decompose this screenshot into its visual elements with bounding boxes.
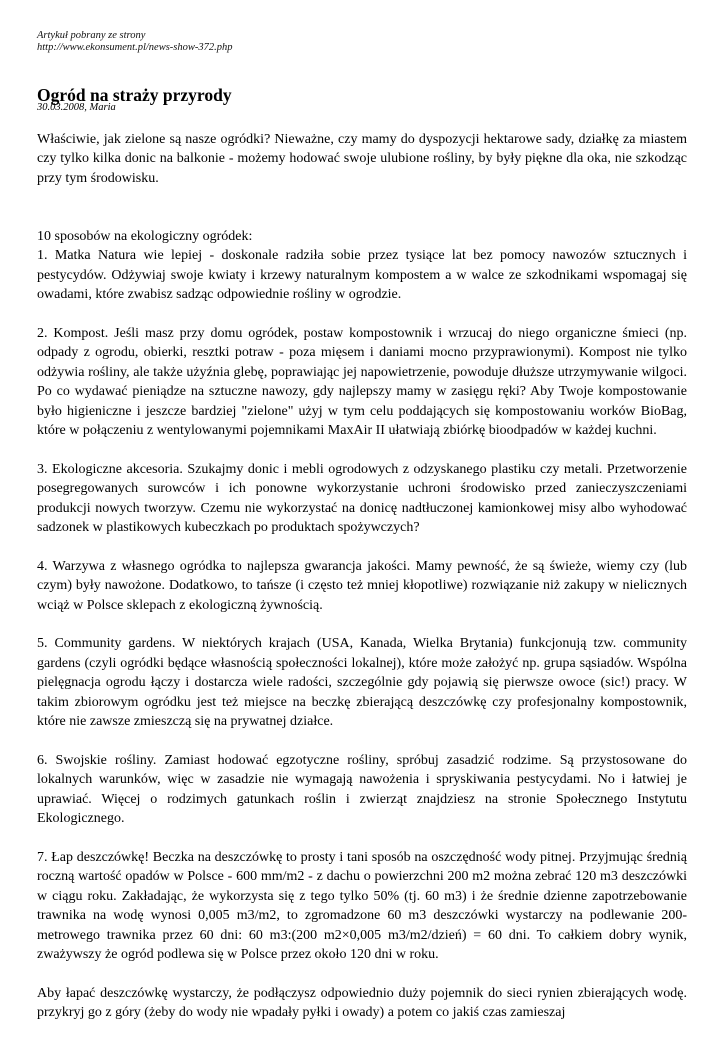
intro-paragraph: Właściwie, jak zielone są nasze ogródki? Nieważne, czy mamy do dyspozycji hektarowe sady, działkę za miastem czy tylko kilka donic na balkonie - możemy hodować swoje ulubione rośliny, by były piękne dla oka, nie szkodząc przy tym środowisku. [37, 132, 687, 186]
list-item: 5. Community gardens. W niektórych krajach (USA, Kanada, Wielka Brytania) funkcjonują tzw. community gardens (czyli ogródki będące własnością społeczności lokalnej), które może założyć np. grupa sąsiadów. Wspólna pielęgnacja ogrodu łączy i dostarcza wiele radości, szczególnie gdy pojawią się pierwsze owoce (sic!) pracy. W takim zbiorowym ogródku jest też miejsce na beczkę zbierającą deszczówkę czy profesjonalny kompostownik, które nie zawsze zmieszczą się na prywatnej działce. [37, 636, 687, 730]
list-item: 6. Swojskie rośliny. Zamiast hodować egzotyczne rośliny, spróbuj zasadzić rodzime. Są przystosowane do lokalnych warunków, więc w zasadzie nie wymagają nawożenia i spryskiwania pestycydami. No i łatwiej je uprawiać. Więcej o rodzimych gatunkach roślin i zwierząt znajdziesz na stronie Społecznego Instytutu Ekologicznego. [37, 752, 687, 827]
list-heading: 10 sposobów na ekologiczny ogródek: [37, 229, 253, 244]
article-title: Ogród na straży przyrody [37, 85, 232, 105]
list-item: 3. Ekologiczne akcesoria. Szukajmy donic i mebli ogrodowych z odzyskanego plastiku czy metali. Przetworzenie posegregowanych surowców i ich ponowne wykorzystanie uchroni środowisko przed zanieczyszczeniami produkcji nowych tworzyw. Czemu nie wykorzystać na donicę nadtłuczonej kamionkowej misy albo wyhodować sadzonek w plastikowych kubeczkach po produktach spożywczych? [37, 461, 687, 536]
list-item: 4. Warzywa z własnego ogródka to najlepsza gwarancja jakości. Mamy pewność, że są świeże, wiemy czy (lub czym) były nawożone. Dodatkowo, to tańsze (i często też mniej kłopotliwe) rozwiązanie niż zakupy w nielicznych wciąż w Polsce sklepach z ekologiczną żywnością. [37, 558, 687, 613]
paragraph-spacer [37, 208, 687, 227]
source-url: http://www.ekonsument.pl/news-show-372.php [37, 42, 233, 53]
document-page [37, 30, 687, 1042]
source-note [37, 30, 687, 54]
list-item: 7. Łap deszczówkę! Beczka na deszczówkę to prosty i tani sposób na oszczędność wody pitnej. Przyjmując średnią roczną wartość opadów w Polsce - 600 mm/m2 - z dachu o powierzchni 200 m2 można zebrać 120 m3 deszczówki w ciągu roku. Zakładając, że wykorzysta się z tego tylko 50% (tj. 60 m3) i że średnie dzienne zapotrzebowanie trawnika na wodę wynosi 0,005 m3/m2, to zgromadzone 60 m3 deszczówki wystarczy na podlewanie 200-metrowego trawnika przez 60 dni: 60 m3:(200 m2×0,005 m3/m2/dzień) = 60 dni. To całkiem dobry wynik, zważywszy że ogród podlewa się w Polsce przez około 120 dni w roku. [37, 849, 687, 962]
list-item: Aby łapać deszczówkę wystarczy, że podłączysz odpowiednio duży pojemnik do sieci rynien zbierających wodę. przykryj go z góry (żeby do wody nie wpadały pyłki i owady) a potem co jakiś czas zamieszaj [37, 985, 687, 1021]
article-body [37, 130, 687, 1023]
article-meta: 30.03.2008, Maria [37, 102, 116, 113]
source-label: Artykuł pobrany ze strony [37, 30, 146, 41]
list-item: 2. Kompost. Jeśli masz przy domu ogródek, postaw kompostownik i wrzucaj do niego organiczne śmieci (np. odpady z ogrodu, obierki, resztki potraw - poza mięsem i daniami mocno przyprawionymi). Kompost nie tylko odżywia rośliny, ale także użyźnia glebę, poprawiając jej napowietrzenie, powoduje dłuższe utrzymywanie wilgoci. Po co wydawać pieniądze na sztuczne nawozy, gdy najlepszy mamy w zasięgu ręki? Aby Twoje kompostowanie było higieniczne i jeszcze bardziej "zielone" użyj w tym celu poddających się kompostowaniu worków BioBag, które w połączeniu z wentylowanymi pojemnikami MaxAir II ułatwiają zbiórkę bioodpadów w każdej kuchni. [37, 326, 687, 439]
list-item: 1. Matka Natura wie lepiej - doskonale radziła sobie przez tysiące lat bez pomocy nawozów sztucznych i pestycydów. Odżywiaj swoje kwiaty i krzewy naturalnym kompostem a w walce ze szkodnikami wspomagaj się owadami, które zwabisz sadząc odpowiednie rośliny w ogrodzie. [37, 248, 687, 303]
